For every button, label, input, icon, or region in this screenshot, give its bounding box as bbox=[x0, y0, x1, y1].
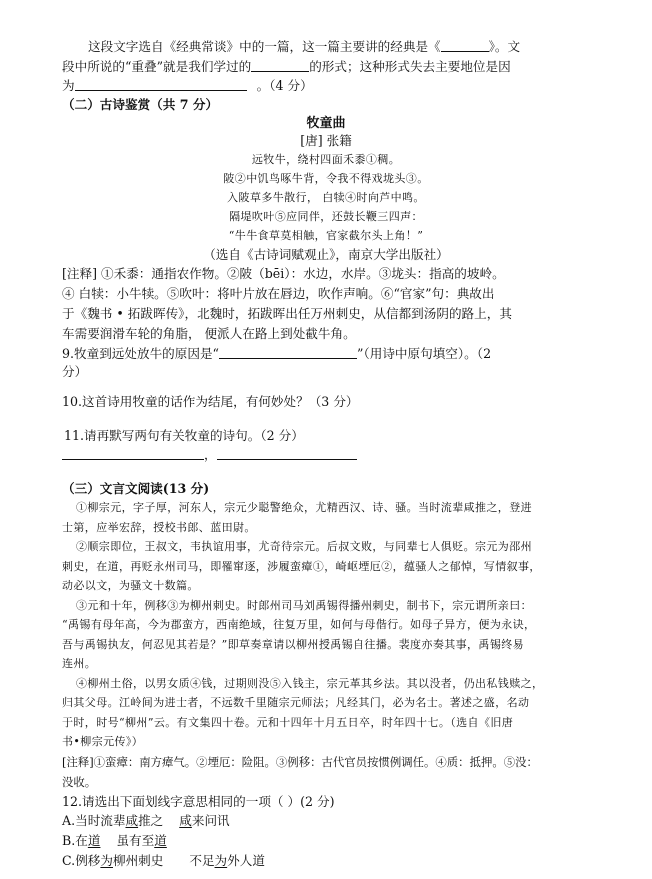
q11-text: 11.请再默写两句有关牧童的诗句。（2 分） bbox=[64, 428, 304, 443]
option-text: A.当时流辈 bbox=[62, 813, 126, 828]
q8-line1-text-a: 这段文字选自《经典常谈》中的一篇，这一篇主要讲的经典是《 bbox=[88, 39, 441, 54]
q9-line2: 分） bbox=[62, 364, 88, 379]
option-text: 外人道 bbox=[227, 853, 265, 868]
underlined-char: 道 bbox=[87, 833, 101, 848]
q11-blank-2[interactable] bbox=[217, 448, 357, 460]
poem-line: 陂②中饥鸟啄牛背，令我不得戏垅头③。 bbox=[223, 172, 429, 185]
q10-text: 10.这首诗用牧童的话作为结尾，有何妙处？（3 分） bbox=[62, 394, 359, 409]
poem-author: [唐] 张籍 bbox=[300, 133, 352, 148]
passage-line: 书•柳宗元传》） bbox=[62, 735, 144, 748]
underlined-char: 咸 bbox=[125, 813, 139, 828]
passage-note-line: 没收。 bbox=[62, 775, 97, 789]
q8-line2-text-b: 的形式；这种形式失去主要地位是因 bbox=[309, 59, 511, 74]
q11-answer-line bbox=[62, 448, 357, 462]
q9-line1 bbox=[62, 347, 491, 361]
poem-line: 入陂草多牛散行， 白犊④时向芦中鸣。 bbox=[227, 191, 425, 204]
poem-note-line: ④ 白犊：小牛犊。⑤吹叶：将叶片放在唇边，吹作声响。⑥“官家”句：典故出 bbox=[62, 286, 495, 301]
q8-line3 bbox=[62, 79, 313, 93]
passage-line: ①柳宗元，字子厚，河东人，宗元少聪警绝众，尤精西汉、诗、骚。当时流辈咸推之，登进 bbox=[76, 501, 532, 514]
passage-line: 士第，应举宏辞，授校书郎、蓝田尉。 bbox=[62, 521, 256, 534]
passage-note-line: [注释]①蛮瘴：南方瘴气。②堙厄：险阻。③例移：古代官员按惯例调任。④质：抵押。⑤没： bbox=[62, 755, 538, 769]
passage-line: ④柳州土俗，以男女质④钱，过期则没⑤入钱主，宗元革其乡法。其以没者，仍出私钱赎之， bbox=[76, 677, 544, 690]
q8-line2-text-a: 段中所说的“重叠”就是我们学过的 bbox=[62, 59, 252, 74]
q8-line1 bbox=[88, 40, 520, 54]
option-text: 不足 bbox=[189, 853, 215, 868]
q8-line2 bbox=[62, 60, 511, 74]
option-text: C.例移 bbox=[62, 853, 101, 868]
poem-line: “牛牛食草莫相触，官家截尔头上角！” bbox=[228, 229, 424, 242]
q9-text-a: 9.牧童到远处放牛的原因是“ bbox=[62, 346, 219, 361]
passage-line: “禹锡有母年高，今为郡蛮方，西南绝域，往复万里，如何与母偕行。如母子异方，便为永诀， bbox=[62, 618, 536, 631]
poem-source: （选自《古诗词赋观止》，南京大学出版社） bbox=[203, 247, 449, 262]
passage-line: 归其父母。江岭间为进士者，不远数千里随宗元师法；凡经其门，必为名士。著述之盛，名动 bbox=[62, 696, 530, 709]
poem-note-line: [注释] ①禾黍：通指农作物。②陂（bēi）：水边，水岸。③垅头：指高的坡岭。 bbox=[62, 266, 505, 281]
underlined-char: 咸 bbox=[179, 813, 192, 828]
q8-line3-text-b: 。（4 分） bbox=[256, 78, 313, 93]
q12-text: 12.请选出下面划线字意思相同的一项（ ）(2 分) bbox=[62, 794, 335, 809]
q12-option-b[interactable] bbox=[62, 835, 167, 848]
q8-blank-2[interactable] bbox=[251, 60, 309, 72]
q12-option-a[interactable] bbox=[62, 815, 230, 828]
underlined-char: 道 bbox=[154, 833, 167, 848]
option-text: 柳州刺史 bbox=[112, 853, 164, 868]
underlined-char: 为 bbox=[100, 853, 113, 868]
passage-line: ③元和十年，例移③为柳州刺史。时郎州司马刘禹锡得播州刺史，制书下，宗元谓所亲曰： bbox=[76, 599, 532, 612]
passage-line: 刺史，在道，再贬永州司马，即罹窜逐，涉履蛮瘴①，崎岖堙厄②，蕴骚人之郁悼，写情叙事， bbox=[62, 560, 541, 573]
q12-option-c[interactable] bbox=[62, 855, 265, 868]
passage-line: ②顺宗即位，王叔文，韦执谊用事，尤奇待宗元。后叔文败，与同辈七人俱贬。宗元为邵州 bbox=[76, 540, 532, 553]
passage-line: 吾与禹锡执友，何忍见其若是？”即草奏章请以柳州授禹锡自往播。裴度亦奏其事，禹锡终易 bbox=[62, 638, 525, 651]
section3-header: （三）文言文阅读(13 分) bbox=[62, 481, 210, 496]
q8-line3-text-a: 为 bbox=[62, 78, 75, 93]
underlined-char: 为 bbox=[214, 853, 228, 868]
q11-blank-1[interactable] bbox=[62, 448, 204, 460]
q8-line1-text-b: 》。文 bbox=[488, 39, 521, 54]
poem-line: 隔堤吹叶⑤应同伴，还鼓长鞭三四声： bbox=[229, 210, 423, 223]
passage-line: 连州。 bbox=[62, 657, 97, 670]
passage-line: 于时，时号“柳州”云。有文集四十卷。元和十四年十月五日卒，时年四十七。（选自《旧唐 bbox=[62, 716, 514, 729]
poem-title: 牧童曲 bbox=[306, 116, 346, 131]
q9-blank[interactable] bbox=[219, 347, 357, 359]
q8-blank-3[interactable] bbox=[75, 79, 247, 91]
passage-line: 动必以文，为骚文十数篇。 bbox=[62, 579, 199, 592]
q11-comma: ， bbox=[204, 447, 217, 462]
q8-blank-1[interactable] bbox=[441, 40, 489, 52]
poem-note-line: 于《魏书 • 拓跋晖传》，北魏时，拓跋晖出任万州刺史，从信都到汤阴的路上，其 bbox=[62, 306, 512, 321]
option-text: 推之 bbox=[138, 813, 164, 828]
section2-header: （二）古诗鉴赏（共 7 分） bbox=[62, 97, 219, 112]
poem-line: 远牧牛，绕村四面禾黍①稠。 bbox=[251, 153, 401, 166]
option-text: B.在 bbox=[62, 833, 88, 848]
poem-note-line: 车需要润滑车轮的角脂， 便派人在路上到处截牛角。 bbox=[62, 326, 356, 341]
option-text: 来问讯 bbox=[191, 813, 230, 828]
option-text: 虽有至 bbox=[116, 833, 155, 848]
q9-text-b: ”（用诗中原句填空）。（2 bbox=[357, 346, 492, 361]
